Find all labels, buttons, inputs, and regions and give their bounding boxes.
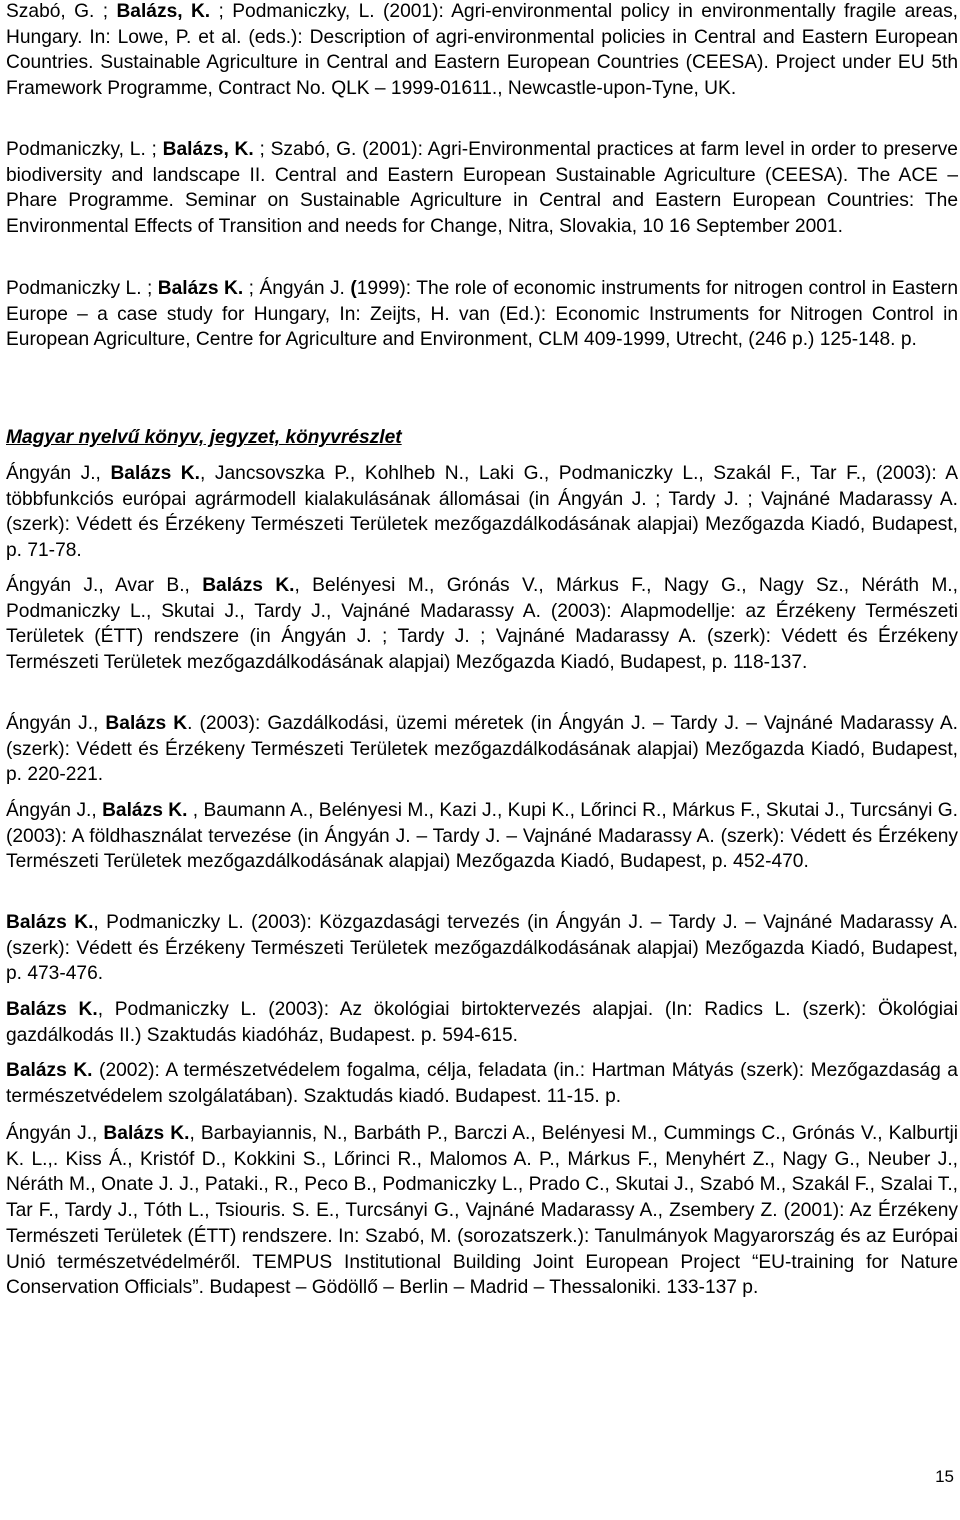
author-name-bold: Balázs K. — [157, 278, 244, 299]
author-name-bold: Balázs K. — [202, 575, 295, 596]
author-name-bold: Balázs K. — [102, 800, 188, 821]
author-name-bold: Balázs K. — [110, 463, 200, 484]
author-name-bold: Balázs K. — [6, 999, 98, 1020]
author-name-bold: Balázs K. — [6, 1060, 93, 1081]
reference-text: (2002): A természetvédelem fogalma, célja, feladata (in.: Hartman Mátyás (szerk): Mezőgazdaság a természetvédelem szolgálatában). Szaktudás kiadó. Budapest. 11-15. p. — [6, 1060, 958, 1107]
author-name-bold: Balázs, K. — [116, 1, 211, 22]
author-name-bold: Balázs K. — [103, 1123, 190, 1144]
author-name-bold: Balázs K — [105, 713, 188, 734]
reference-entry — [6, 910, 958, 987]
reference-text: , Barbayiannis, N., Barbáth P., Barczi A., Belényesi M., Cummings C., Grónás V., Kalburtji K. L.,. Kiss Á., Kristóf D., Kokkini S., Lőrinci R., Malomos A. P., Márkus F., Menyhért Z., Nagy G., Neuber J., Néráth M., Onate J. J., Pataki., R., Peco B., Podmaniczky L., Prado C., Skutai J., Szabó M., Szakál F., Szalai T., Tar F., Tardy J., Tóth L., Tsiouris. S. E., Turcsányi G., Vajnáné Madarassy A., Zsembery Z. (2001): Az Érzékeny Természeti Területek (ÉTT) rendszere. In: Szabó, M. (sorozatszerk.): Tanulmányok Magyarország és az Európai Unió természetvédelméről. TEMPUS Institutional Building Joint European Project “EU-training for Nature Conservation Officials”. Budapest – Gödöllő – Berlin – Madrid – Thessaloniki. 133-137 p. — [6, 1123, 958, 1299]
reference-text: Ángyán J., Avar B., — [6, 575, 203, 596]
reference-text: , Podmaniczky L. (2003): Az ökológiai birtoktervezés alapjai. (In: Radics L. (szerk): Ökológiai gazdálkodás II.) Szaktudás kiadóház, Budapest. p. 594-615. — [6, 999, 958, 1046]
reference-text: ; Szabó, G. (2001): Agri-Environmental practices at farm level in order to preserve biodiversity and landscape II. Central and Eastern European Sustainable Agriculture (CEESA). The ACE – Phare Programme. Seminar on Sustainable Agriculture in Central and Eastern European Countries: The Environmental Effects of Transition and needs for Change, Nitra, Slovakia, 10 16 September 2001. — [6, 139, 958, 238]
reference-entry — [6, 798, 958, 875]
reference-text: ; Ángyán J. — [243, 278, 351, 299]
reference-entry — [6, 0, 958, 102]
reference-entry — [6, 711, 958, 788]
author-name-bold: Balázs K. — [6, 912, 94, 933]
reference-entry — [6, 1058, 958, 1109]
reference-text: . (2003): Gazdálkodási, üzemi méretek (in Ángyán J. – Tardy J. – Vajnáné Madarassy A. (szerk): Védett és Érzékeny Természeti Területek mezőgazdálkodásának alapjai) Mezőgazda Kiadó, Budapest, p. 220-221. — [6, 713, 959, 786]
reference-text: Ángyán J., — [6, 800, 103, 821]
reference-text: Ángyán J., — [6, 463, 111, 484]
author-name-bold: ( — [350, 278, 357, 299]
reference-text: ; Podmaniczky, L. (2001): Agri-environmental policy in environmentally fragile areas, Hungary. In: Lowe, P. et al. (eds.): Description of agri-environmental policies in Central and Eastern European Countries. Sustainable Agriculture in Central and Eastern European Countries (CEESA). Project under EU 5th Framework Programme, Contract No. QLK – 1999-01611., Newcastle-upon-Tyne, UK. — [6, 1, 958, 100]
section-heading: Magyar nyelvű könyv, jegyzet, könyvrészlet — [6, 427, 402, 448]
reference-entry — [6, 276, 958, 353]
reference-text: , Belényesi M., Grónás V., Márkus F., Nagy G., Nagy Sz., Néráth M., Podmaniczky L., Skutai J., Tardy J., Vajnáné Madarassy A. (2003): Alapmodellje: az Érzékeny Természeti Területek (ÉTT) rendszere (in Ángyán J. ; Tardy J. ; Vajnáné Madarassy A. (szerk): Védett és Érzékeny Természeti Területek mezőgazdálkodásának alapjai) Mezőgazda Kiadó, Budapest, p. 118-137. — [6, 575, 958, 674]
reference-text: 1999): The role of economic instruments for nitrogen control in Eastern Europe – a case study for Hungary, In: Zeijts, H. van (Ed.): Economic Instruments for Nitrogen Control in European Agriculture, Centre for Agriculture and Environment, CLM 409-1999, Utrecht, (246 p.) 125-148. p. — [6, 278, 958, 351]
reference-text: Ángyán J., — [6, 1123, 104, 1144]
reference-text: Ángyán J., — [6, 713, 106, 734]
page-number: 15 — [935, 1467, 954, 1486]
reference-entry — [6, 997, 958, 1048]
reference-entry — [6, 573, 958, 676]
author-name-bold: Balázs, K. — [162, 139, 254, 160]
reference-text: Podmaniczky, L. ; — [6, 139, 163, 160]
reference-text: Podmaniczky L. ; — [6, 278, 158, 299]
reference-text: , Jancsovszka P., Kohlheb N., Laki G., Podmaniczky L., Szakál F., Tar F., (2003): A többfunkciós európai agrármodell kialakulásának állomásai (in Ángyán J. ; Tardy J. ; Vajnáné Madarassy A. (szerk): Védett és Érzékeny Természeti Területek mezőgazdálkodásának alapjai) Mezőgazda Kiadó, Budapest, p. 71-78. — [6, 463, 958, 562]
reference-entry — [6, 461, 958, 564]
reference-entry — [6, 1121, 958, 1301]
reference-entry — [6, 137, 958, 240]
reference-text: , Podmaniczky L. (2003): Közgazdasági tervezés (in Ángyán J. – Tardy J. – Vajnáné Madarassy A. (szerk): Védett és Érzékeny Természeti Területek mezőgazdálkodásának alapjai) Mezőgazda Kiadó, Budapest, p. 473-476. — [6, 912, 958, 985]
reference-text: , Baumann A., Belényesi M., Kazi J., Kupi K., Lőrinci R., Márkus F., Skutai J., Turcsányi G. (2003): A földhasználat tervezése (in Ángyán J. – Tardy J. – Vajnáné Madarassy A. (szerk): Védett és Érzékeny Természeti Területek mezőgazdálkodásának alapjai) Mezőgazda Kiadó, Budapest, p. 452-470. — [6, 800, 958, 873]
reference-text: Szabó, G. ; — [6, 1, 117, 22]
